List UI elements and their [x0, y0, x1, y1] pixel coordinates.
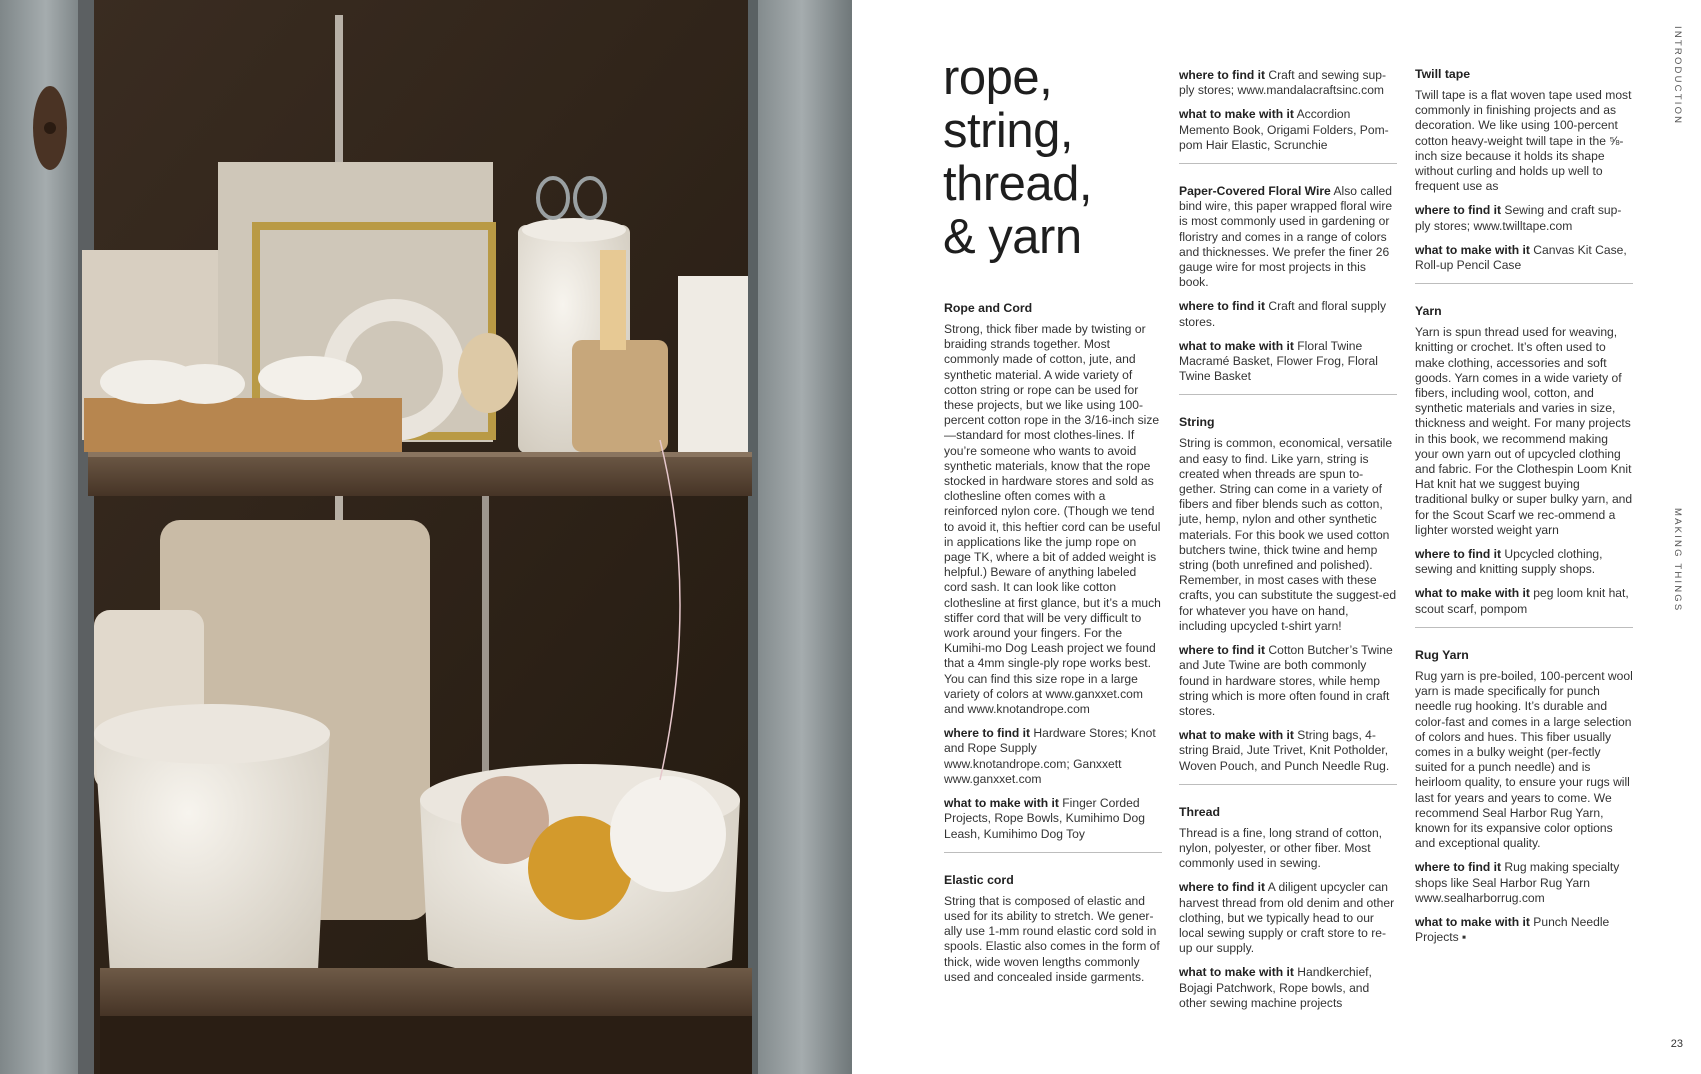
what-to-make — [1179, 965, 1397, 1011]
where-label: where to find it — [1415, 203, 1501, 218]
what-label: what to make with it — [944, 796, 1059, 811]
section-twill-tape — [1415, 67, 1633, 273]
section-body: Thread is a fine, long strand of cotton, nylon, polyester, or other fiber. Most commonly used in sewing. — [1179, 825, 1383, 871]
where-label: where to find it — [1179, 643, 1265, 658]
divider — [1415, 283, 1633, 284]
section-heading: Elastic cord — [944, 872, 1014, 887]
title-line-1: rope, — [943, 51, 1053, 105]
section-body: Twill tape is a flat woven tape used most commonly in finishing projects and as decoration. We like using 100-percent cotton heavy-weight twill tape in the ⅝-inch size because it holds its shape without curling and holds up well to frequent use as — [1415, 88, 1632, 194]
where-text: Hardware Stores; Knot and Rope Supply www.knotandrope.com; Ganxxett www.ganxxet.com — [944, 726, 1156, 786]
what-to-make — [1415, 243, 1633, 273]
where-label: where to find it — [1179, 68, 1265, 82]
what-text: Canvas Kit Case, Roll-up Pencil Case — [1415, 242, 1627, 273]
what-text: Accordion Memento Book, Origami Folders, Pom-pom Hair Elastic, Scrunchie — [1179, 107, 1389, 152]
section-body: String is common, economical, versatile and easy to find. Like yarn, string is created when threads are spun to-gether. String can come in a variety of fibers and fiber blends such as cotton, jute, hemp, nylon and other synthetic materials. For this book we used cotton butchers twine, thick twine and hemp string (both unrefined and polished). Remember, in most cases with these crafts, you can substitute the suggest-ed for whatever you have on hand, including upcycled t-shirt yarn! — [1179, 436, 1397, 633]
section-rug-yarn — [1415, 648, 1633, 945]
section-body: String that is composed of elastic and used for its ability to stretch. We gener-ally use 1-mm round elastic cord sold in spools. Elastic also comes in the form of thick, wide woven lengths commonly used and concealed inside garments. — [944, 893, 1160, 984]
section-body: Strong, thick fiber made by twisting or braiding strands together. Most commonly made of cotton, jute, and synthetic material. A wide variety of cotton string or rope can be used for these projects, but we like using 100-percent cotton rope in the 3/16-inch size—standard for most clothes-lines. If you’re someone who wants to avoid synthetic materials, know that the rope stocked in hardware stores and sold as clothesline often comes with a reinforced nylon core. (Though we tend to avoid it, this heftier cord can be useful in applications like the jump rope on page TK, where a bit of added weight is helpful.) Beware of anything labeled cord sash. It can look like cotton clothesline at first glance, but it’s a much stiffer cord that will be very difficult to work around your fingers. For the Kumihi-mo Dog Leash project we found that a 4mm single-ply rope works best. You can find this size rope in a large variety of colors at www.ganxxet.com and www.knotandrope.com — [944, 322, 1161, 717]
what-label: what to make with it — [1415, 242, 1530, 257]
where-label: where to find it — [944, 726, 1030, 741]
what-to-make — [1179, 728, 1397, 774]
section-heading: Rug Yarn — [1415, 647, 1469, 662]
where-text: Cotton Butcher’s Twine and Jute Twine are both commonly found in hardware stores, while hemp string which is more often found in craft stores. — [1179, 643, 1393, 718]
column-2 — [1179, 68, 1397, 1020]
what-label: what to make with it — [1179, 965, 1294, 980]
section-string — [1179, 415, 1397, 773]
what-to-make — [944, 796, 1162, 842]
what-label: what to make with it — [1179, 107, 1294, 122]
what-to-make — [1179, 339, 1397, 385]
what-text: Punch Needle Projects ▪ — [1415, 914, 1610, 945]
section-body: Yarn is spun thread used for weaving, knitting or crochet. It’s often used to make clothing, accessories and soft goods. Yarn comes in a wide variety of fibers, including wool, cotton, and synthetic materials and varies in size, thickness and weight. For many projects in this book, we recommend making your own yarn out of upcycled clothing and fabric. For the Clothespin Loom Knit Hat knit hat we suggest buying traditional bulky or super bulky yarn, and for the Scout Scarf we rec-ommend a lighter worsted weight yarn — [1415, 325, 1633, 537]
what-text: Floral Twine Macramé Basket, Flower Frog, Floral Twine Basket — [1179, 338, 1378, 384]
section-heading: Rope and Cord — [944, 301, 1033, 315]
section-rope-and-cord — [944, 301, 1162, 842]
title-line-4: & yarn — [943, 210, 1082, 264]
what-text: Finger Corded Projects, Rope Bowls, Kumihimo Dog Leash, Kumihimo Dog Toy — [944, 796, 1145, 841]
column-3 — [1415, 67, 1633, 954]
section-heading: String — [1179, 415, 1215, 430]
what-text: String bags, 4-string Braid, Jute Trivet, Knit Potholder, Woven Pouch, and Punch Needle Rug. — [1179, 728, 1390, 773]
what-label: what to make with it — [1179, 728, 1294, 743]
section-heading: Twill tape — [1415, 67, 1471, 81]
divider — [944, 852, 1162, 853]
what-to-make — [1415, 586, 1633, 616]
where-text: Rug making specialty shops like Seal Harbor Rug Yarn www.sealharborrug.com — [1415, 860, 1620, 905]
section-heading: Yarn — [1415, 304, 1442, 319]
section-elastic-cord — [944, 873, 1162, 985]
where-to-find — [944, 726, 1162, 787]
title-line-3: thread, — [943, 157, 1093, 211]
section-heading: Paper-Covered Floral Wire — [1179, 184, 1331, 199]
where-text: Craft and floral supply stores. — [1179, 299, 1387, 329]
what-label: what to make with it — [1179, 338, 1294, 353]
column-1 — [944, 301, 1162, 994]
where-to-find — [1415, 860, 1633, 906]
divider — [1179, 394, 1397, 395]
where-label: where to find it — [1179, 880, 1265, 895]
what-to-make — [1415, 915, 1633, 945]
where-text: A diligent upcycler can harvest thread from old denim and other clothing, but we typically head to our local sewing supply or craft store to re-up our supply. — [1179, 880, 1395, 956]
page-title — [943, 52, 1092, 264]
section-continued — [1179, 68, 1397, 153]
where-text: Upcycled clothing, sewing and knitting supply shops. — [1415, 547, 1603, 577]
text-page — [852, 0, 1701, 1074]
section-body-text: Also called bind wire, this paper wrapped floral wire is most commonly used in gardening or floristry and comes in a range of colors and thicknesses. We prefer the finer 26 gauge wire for most projects in this book. — [1179, 184, 1393, 290]
what-label: what to make with it — [1415, 586, 1530, 601]
what-label: what to make with it — [1415, 914, 1530, 929]
title-line-2: string, — [943, 104, 1073, 158]
where-text: Sewing and craft sup-ply stores; www.twilltape.com — [1415, 203, 1622, 233]
where-to-find — [1179, 299, 1397, 329]
sidebar-label-making-things: MAKING THINGS — [1672, 508, 1683, 613]
what-text: Handkerchief, Bojagi Patchwork, Rope bowls, and other sewing machine projects — [1179, 965, 1372, 1010]
section-yarn — [1415, 304, 1633, 617]
what-to-make — [1179, 107, 1397, 153]
where-text: Craft and sewing sup-ply stores; www.mandalacraftsinc.com — [1179, 68, 1387, 98]
section-heading: Thread — [1179, 804, 1220, 819]
section-floral-wire — [1179, 184, 1397, 384]
where-label: where to find it — [1415, 860, 1501, 875]
section-body: Rug yarn is pre-boiled, 100-percent wool yarn is made specifically for punch needle rug hooking. It’s durable and color-fast and comes in a large selection of colors and hues. This fiber usually comes in a bulky weight (per-fectly suited for a punch needle) and is heirloom quality, to ensure your rugs will last for years and years to come. We recommend Seal Harbor Rug Yarn, known for its expansive color options and exceptional quality. — [1415, 668, 1633, 851]
where-to-find — [1415, 203, 1633, 233]
where-label: where to find it — [1415, 547, 1501, 562]
divider — [1179, 784, 1397, 785]
where-to-find — [1179, 880, 1397, 956]
section-thread — [1179, 805, 1397, 1011]
where-to-find — [1179, 643, 1397, 719]
where-label: where to find it — [1179, 299, 1265, 314]
page-number: 23 — [1670, 1038, 1683, 1050]
where-to-find — [1415, 547, 1633, 577]
what-text: peg loom knit hat, scout scarf, pompom — [1415, 586, 1629, 616]
divider — [1415, 627, 1633, 628]
sidebar-label-introduction: INTRODUCTION — [1672, 26, 1683, 126]
divider — [1179, 163, 1397, 164]
where-to-find — [1179, 68, 1397, 98]
section-body — [1179, 184, 1397, 290]
